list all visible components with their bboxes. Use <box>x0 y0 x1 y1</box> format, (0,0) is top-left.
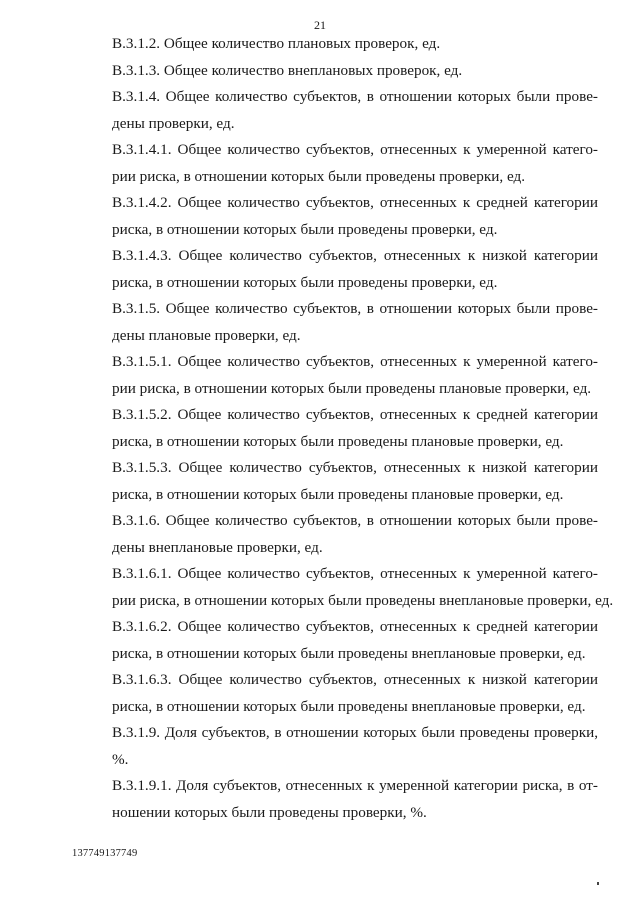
text-line: В.3.1.5. Общее количество субъектов, в отношении которых были прове- <box>112 300 598 317</box>
text-line: В.3.1.9. Доля субъектов, в отношении которых были проведены проверки, <box>112 724 598 741</box>
text-line: риска, в отношении которых были проведены внеплановые проверки, ед. <box>112 697 586 715</box>
text-line: %. <box>112 750 129 768</box>
text-line: рии риска, в отношении которых были проведены плановые проверки, ед. <box>112 379 592 397</box>
text-line: рии риска, в отношении которых были проведены внеплановые проверки, ед. <box>112 591 614 609</box>
text-line: В.3.1.6. Общее количество субъектов, в отношении которых были прове- <box>112 512 598 529</box>
paragraph-b3-1-6-3 <box>72 667 598 720</box>
text-line: риска, в отношении которых были проведены проверки, ед. <box>112 273 498 291</box>
text-line: В.3.1.6.1. Общее количество субъектов, отнесенных к умеренной катего- <box>112 565 598 582</box>
text-line: В.3.1.6.3. Общее количество субъектов, отнесенных к низкой категории <box>112 671 598 688</box>
document-id: 137749137749 <box>72 848 138 859</box>
page-number: 21 <box>314 18 326 32</box>
text-line: риска, в отношении которых были проведены плановые проверки, ед. <box>112 432 564 450</box>
text-line: риска, в отношении которых были проведены проверки, ед. <box>112 220 498 238</box>
text-line: В.3.1.5.1. Общее количество субъектов, отнесенных к умеренной катего- <box>112 353 598 370</box>
text-line: В.3.1.4.3. Общее количество субъектов, отнесенных к низкой категории <box>112 247 598 264</box>
paragraph-b3-1-4-2 <box>72 190 598 243</box>
text-line: В.3.1.4. Общее количество субъектов, в отношении которых были прове- <box>112 88 598 105</box>
paragraph-b3-1-2 <box>72 31 598 58</box>
text-line: В.3.1.5.3. Общее количество субъектов, отнесенных к низкой категории <box>112 459 598 476</box>
paragraph-b3-1-5-1 <box>72 349 598 402</box>
paragraph-b3-1-6-2 <box>72 614 598 667</box>
paragraph-b3-1-5-2 <box>72 402 598 455</box>
paragraph-b3-1-4-3 <box>72 243 598 296</box>
text-line: ношении которых были проведены проверки, %. <box>112 803 427 821</box>
text-line: риска, в отношении которых были проведены внеплановые проверки, ед. <box>112 644 586 662</box>
text-line: В.3.1.6.2. Общее количество субъектов, отнесенных к средней категории <box>112 618 598 635</box>
paragraph-b3-1-6 <box>72 508 598 561</box>
paragraph-b3-1-3 <box>72 58 598 85</box>
paragraph-b3-1-6-1 <box>72 561 614 614</box>
text-line: дены плановые проверки, ед. <box>112 326 301 344</box>
document-body <box>72 31 614 826</box>
paragraph-b3-1-4-1 <box>72 137 598 190</box>
text-line: В.3.1.3. Общее количество внеплановых проверок, ед. <box>112 61 463 79</box>
paragraph-b3-1-5 <box>72 296 598 349</box>
text-line: рии риска, в отношении которых были проведены проверки, ед. <box>112 167 526 185</box>
text-line: В.3.1.2. Общее количество плановых проверок, ед. <box>112 35 441 52</box>
scan-mark <box>597 882 599 885</box>
text-line: В.3.1.4.1. Общее количество субъектов, отнесенных к умеренной катего- <box>112 141 598 158</box>
text-line: В.3.1.4.2. Общее количество субъектов, отнесенных к средней категории <box>112 194 598 211</box>
text-line: риска, в отношении которых были проведены плановые проверки, ед. <box>112 485 564 503</box>
paragraph-b3-1-4 <box>72 84 598 137</box>
text-line: дены внеплановые проверки, ед. <box>112 538 323 556</box>
paragraph-b3-1-9 <box>72 720 598 773</box>
paragraph-b3-1-9-1 <box>72 773 598 826</box>
paragraph-b3-1-5-3 <box>72 455 598 508</box>
text-line: В.3.1.9.1. Доля субъектов, отнесенных к умеренной категории риска, в от- <box>112 777 598 794</box>
text-line: дены проверки, ед. <box>112 114 235 132</box>
text-line: В.3.1.5.2. Общее количество субъектов, отнесенных к средней категории <box>112 406 598 423</box>
